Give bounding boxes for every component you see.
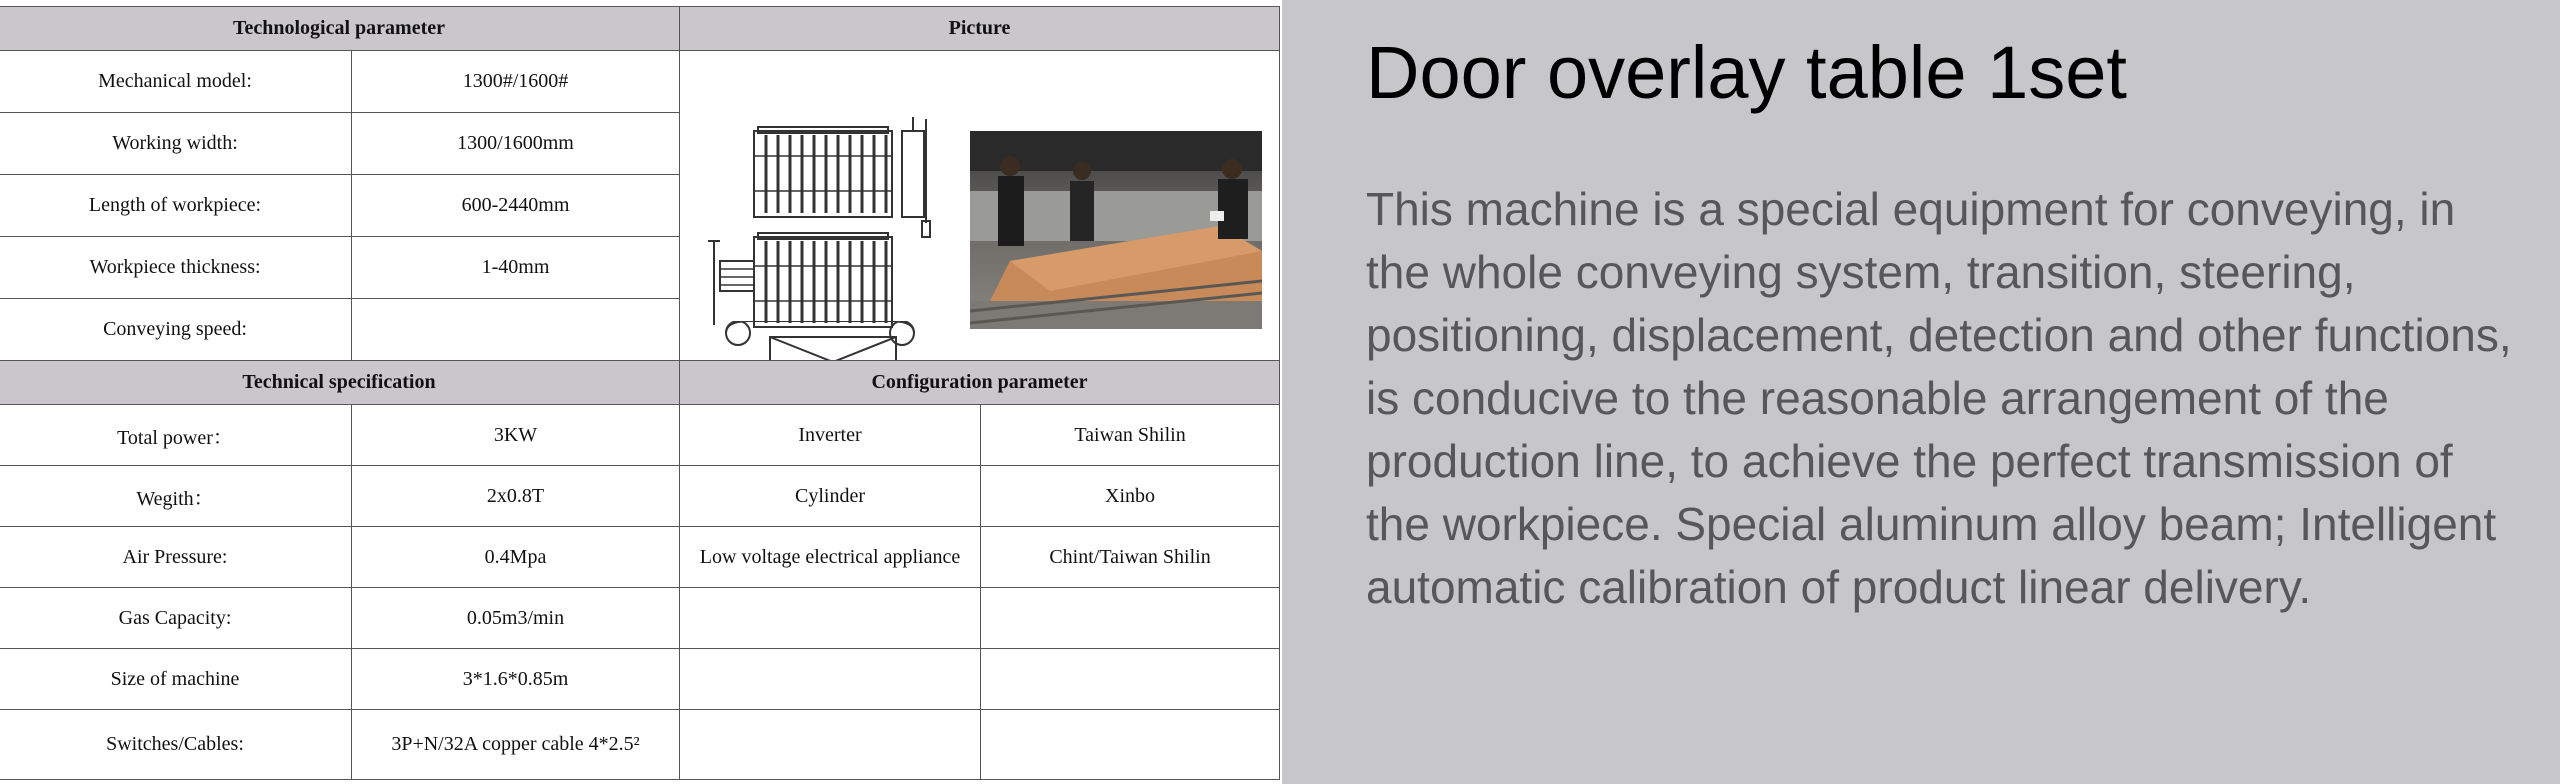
config-item: Cylinder: [680, 466, 981, 527]
param-label: Mechanical model:: [0, 51, 352, 113]
param-label: Working width:: [0, 113, 352, 175]
spec-value: 3P+N/32A copper cable 4*2.5²: [352, 710, 680, 780]
spec-label: Size of machine: [0, 649, 352, 710]
param-label: Conveying speed:: [0, 299, 352, 361]
spec-value: 2x0.8T: [352, 466, 680, 527]
config-brand: [981, 649, 1280, 710]
table-row: [0, 527, 1280, 588]
description-panel: [1282, 0, 2560, 784]
param-label: Length of workpiece:: [0, 175, 352, 237]
spec-label: Total power：: [0, 405, 352, 466]
table-row: [0, 51, 1280, 113]
config-item: [680, 710, 981, 780]
machine-photo: [970, 131, 1262, 329]
spec-value: 3KW: [352, 405, 680, 466]
config-brand: Xinbo: [981, 466, 1280, 527]
product-description: This machine is a special equipment for conveying, in the whole conveying system, transition, steering, positioning, displacement, detection and other functions, is conducive to the reasonable arrangement of the production line, to achieve the perfect transmission of the workpiece. Special aluminum alloy beam; Intelligent automatic calibration of product linear delivery.: [1366, 183, 2512, 613]
table-row: [0, 710, 1280, 780]
param-value: 1-40mm: [352, 237, 680, 299]
param-label: Workpiece thickness:: [0, 237, 352, 299]
table-row: [0, 405, 1280, 466]
config-brand: [981, 710, 1280, 780]
spec-label: Gas Capacity:: [0, 588, 352, 649]
table-row: [0, 466, 1280, 527]
config-item: [680, 649, 981, 710]
picture-cell: [680, 51, 1280, 361]
spec-value: 3*1.6*0.85m: [352, 649, 680, 710]
config-item: Low voltage electrical appliance: [680, 527, 981, 588]
machine-drawing-base: [706, 321, 946, 361]
tech-param-header: Technological parameter: [0, 7, 680, 51]
spec-value: 0.05m3/min: [352, 588, 680, 649]
machine-drawing: [706, 111, 946, 346]
config-header: Configuration parameter: [680, 361, 1280, 405]
config-brand: Chint/Taiwan Shilin: [981, 527, 1280, 588]
config-item: [680, 588, 981, 649]
spec-label: Wegith：: [0, 466, 352, 527]
table-row: [0, 588, 1280, 649]
picture-header: Picture: [680, 7, 1280, 51]
param-value: [352, 299, 680, 361]
spec-table: [0, 6, 1280, 780]
config-brand: [981, 588, 1280, 649]
product-title: Door overlay table 1set: [1366, 31, 2127, 114]
param-value: 1300/1600mm: [352, 113, 680, 175]
spec-value: 0.4Mpa: [352, 527, 680, 588]
spec-label: Switches/Cables:: [0, 710, 352, 780]
spec-label: Air Pressure:: [0, 527, 352, 588]
tech-spec-header: Technical specification: [0, 361, 680, 405]
config-item: Inverter: [680, 405, 981, 466]
table-row: [0, 649, 1280, 710]
param-value: 600-2440mm: [352, 175, 680, 237]
config-brand: Taiwan Shilin: [981, 405, 1280, 466]
param-value: 1300#/1600#: [352, 51, 680, 113]
